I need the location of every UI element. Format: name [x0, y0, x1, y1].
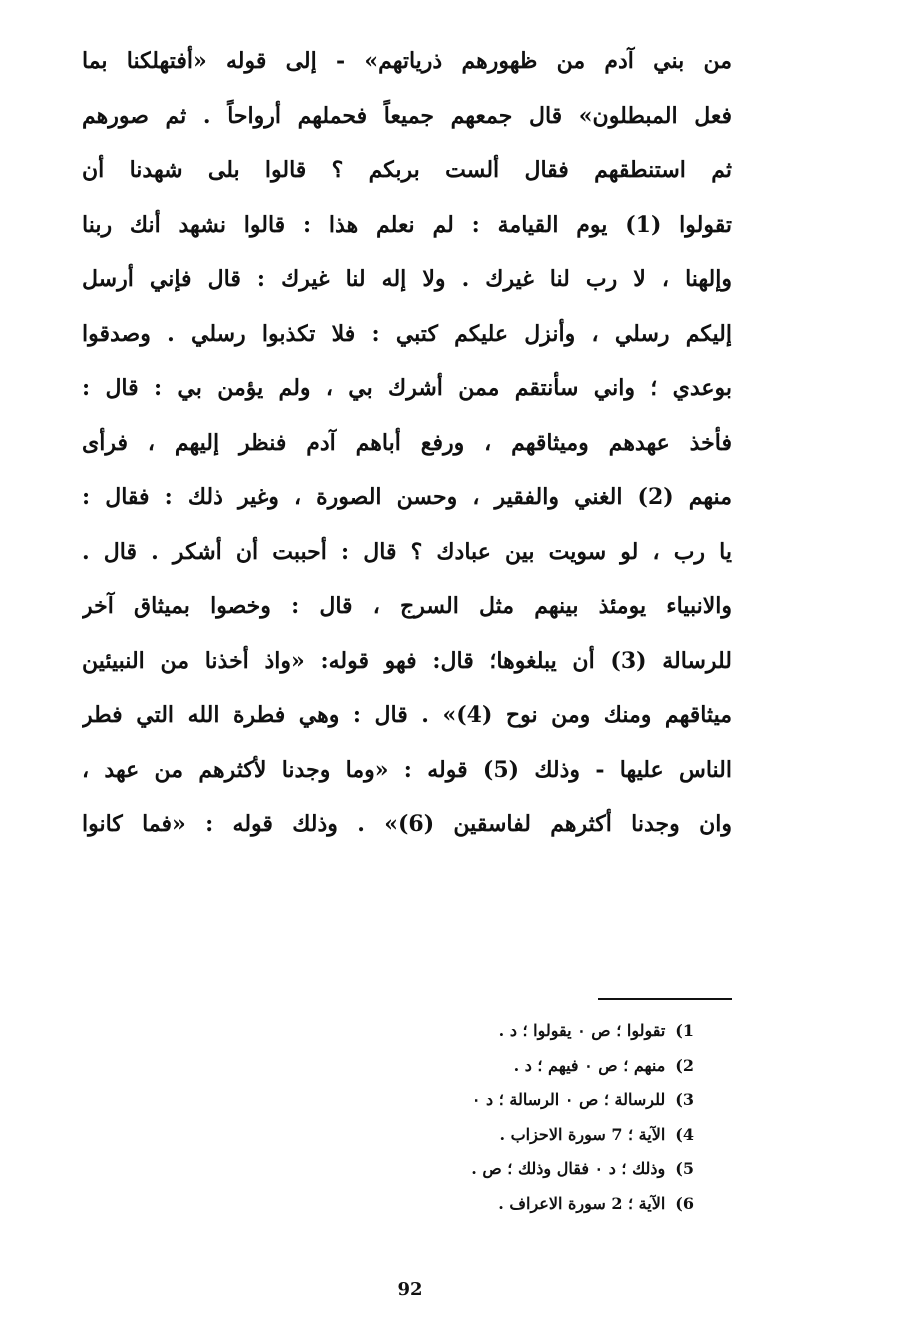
- footnote-text: الآية ؛ 7 سورة الاحزاب .: [499, 1124, 666, 1144]
- footnote-text: وذلك ؛ د ٠ فقال وذلك ؛ ص .: [471, 1159, 666, 1179]
- text-line: فعل المبطلون» قال جمعهم جميعاً فحملهم أرواحاً . ثم صورهم: [82, 102, 732, 129]
- text-line: وان وجدنا أكثرهم لفاسقين (6)» . وذلك قوله : «فما كانوا: [82, 811, 732, 837]
- text-line: يا رب ، لو سويت بين عبادك ؟ قال : أحببت أن أشكر . قال .: [82, 538, 732, 565]
- text-line: للرسالة (3) أن يبلغوها؛ قال: فهو قوله: «واذ أخذنا من النبيئين: [82, 647, 732, 674]
- text-line: والانبياء يومئذ بينهم مثل السرج ، قال : وخصوا بميثاق آخر: [82, 593, 732, 619]
- footnote-item: [300, 1083, 694, 1118]
- footnote-item: [300, 1014, 694, 1049]
- text-line: فأخذ عهدهم وميثاقهم ، ورفع أباهم آدم فنظر إليهم ، فرأى: [82, 429, 732, 456]
- text-line: منهم (2) الغني والفقير ، وحسن الصورة ، وغير ذلك : فقال :: [82, 484, 732, 510]
- footnote-text: منهم ؛ ص ٠ فيهم ؛ د .: [513, 1055, 666, 1075]
- footnote-item: [300, 1187, 694, 1222]
- footnote-number: 4): [675, 1124, 694, 1144]
- footnote-number: 1): [675, 1021, 694, 1040]
- footnote-text: للرسالة ؛ ص ٠ الرسالة ؛ د ٠: [471, 1090, 666, 1110]
- footnotes-block: [300, 1014, 694, 1222]
- text-line: من بني آدم من ظهورهم ذرياتهم» - إلى قوله «أفتهلكنا بما: [82, 48, 732, 74]
- footnote-number: 2): [675, 1055, 694, 1075]
- page-number: 92: [397, 1279, 423, 1300]
- text-line: الناس عليها - وذلك (5) قوله : «وما وجدنا لأكثرهم من عهد ،: [82, 756, 732, 783]
- text-line: ميثاقهم ومنك ومن نوح (4)» . قال : وهي فطرة الله التي فطر: [82, 702, 732, 728]
- footnote-number: 6): [675, 1193, 694, 1213]
- text-line: تقولوا (1) يوم القيامة : لم نعلم هذا : قالوا نشهد أنك ربنا: [82, 211, 732, 238]
- main-text-block: [82, 34, 732, 852]
- footnote-text: تقولوا ؛ ص ٠ يقولوا ؛ د .: [498, 1021, 666, 1040]
- text-line: ثم استنطقهم فقال ألست بربكم ؟ قالوا بلى شهدنا أن: [82, 157, 732, 183]
- text-line: بوعدي ؛ واني سأنتقم ممن أشرك بي ، ولم يؤمن بي : قال :: [82, 375, 732, 401]
- text-line: وإلهنا ، لا رب لنا غيرك . ولا إله لنا غيرك : قال فإني أرسل: [82, 266, 732, 292]
- footnote-item: [300, 1049, 694, 1084]
- footnote-number: 3): [675, 1090, 694, 1110]
- footnote-number: 5): [675, 1159, 694, 1179]
- footnote-item: [300, 1152, 694, 1187]
- text-line: إليكم رسلي ، وأنزل عليكم كتبي : فلا تكذبوا رسلي . وصدقوا: [82, 320, 732, 347]
- footnote-separator: [598, 998, 732, 1000]
- footnote-text: الآية ؛ 2 سورة الاعراف .: [498, 1193, 666, 1213]
- footnote-item: [300, 1118, 694, 1153]
